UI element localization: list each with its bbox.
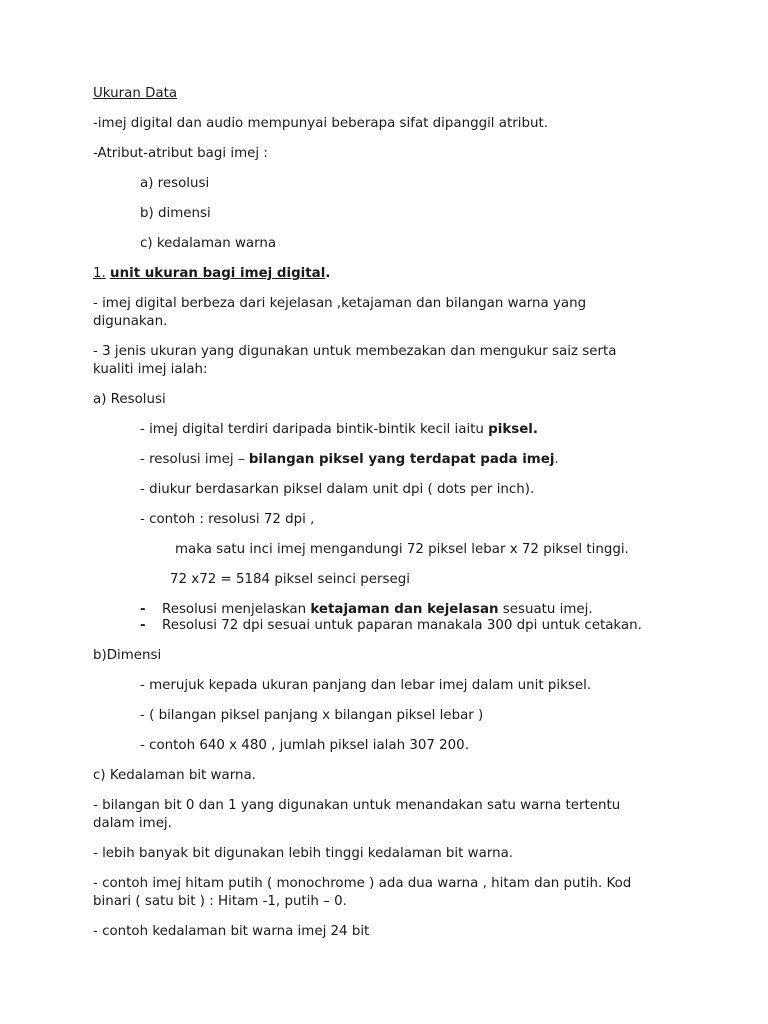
section-1-title: unit ukuran bagi imej digital <box>110 266 326 281</box>
kedalaman-paragraph-3-line-1: - contoh imej hitam putih ( monochrome ) ada dua warna , hitam dan putih. Kod <box>93 876 632 891</box>
resolusi-bullet-2-end: . <box>554 452 559 467</box>
kedalaman-paragraph-2: - lebih banyak bit digunakan lebih tinggi kedalaman bit warna. <box>93 846 514 861</box>
kedalaman-paragraph-1-line-1: - bilangan bit 0 dan 1 yang digunakan untuk menandakan satu warna tertentu <box>93 798 621 813</box>
dimensi-heading: b)Dimensi <box>93 648 162 663</box>
dash-bullet-2-marker: - <box>140 618 146 633</box>
attribute-item-kedalaman: c) kedalaman warna <box>140 236 277 251</box>
resolusi-bullet-2-text: - resolusi imej – <box>140 452 249 467</box>
section-1-paragraph-1-line-2: digunakan. <box>93 314 168 329</box>
resolusi-heading: a) Resolusi <box>93 392 166 407</box>
dash-bullet-1-bold: ketajaman dan kejelasan <box>310 602 499 617</box>
dash-bullet-1-end: sesuatu imej. <box>498 602 593 617</box>
dash-bullet-2: Resolusi 72 dpi sesuai untuk paparan manakala 300 dpi untuk cetakan. <box>162 618 642 633</box>
resolusi-bullet-1-text: - imej digital terdiri daripada bintik-bintik kecil iaitu <box>140 422 489 437</box>
section-1-paragraph-1-line-1: - imej digital berbeza dari kejelasan ,ketajaman dan bilangan warna yang <box>93 296 587 311</box>
document-title: Ukuran Data <box>93 86 178 101</box>
attribute-item-dimensi: b) dimensi <box>140 206 211 221</box>
dash-bullet-1-text: Resolusi menjelaskan <box>162 602 311 617</box>
kedalaman-heading: c) Kedalaman bit warna. <box>93 768 256 783</box>
section-1-paragraph-2-line-2: kualiti imej ialah: <box>93 362 208 377</box>
resolusi-bullet-3: - diukur berdasarkan piksel dalam unit dpi ( dots per inch). <box>140 482 535 497</box>
dash-bullet-1-marker: - <box>140 602 146 617</box>
kedalaman-paragraph-1-line-2: dalam imej. <box>93 816 172 831</box>
dimensi-bullet-2: - ( bilangan piksel panjang x bilangan piksel lebar ) <box>140 708 484 723</box>
section-1-heading <box>93 265 330 283</box>
dimensi-bullet-1: - merujuk kepada ukuran panjang dan lebar imej dalam unit piksel. <box>140 678 592 693</box>
resolusi-bullet-2 <box>140 451 559 469</box>
section-1-number: 1. <box>93 266 106 281</box>
resolusi-bullet-1 <box>140 421 538 439</box>
section-1-period: . <box>325 266 331 281</box>
intro-paragraph-1: -imej digital dan audio mempunyai beberapa sifat dipanggil atribut. <box>93 116 548 131</box>
intro-paragraph-2: -Atribut-atribut bagi imej : <box>93 146 268 161</box>
resolusi-bullet-1-bold: piksel. <box>488 422 538 437</box>
attribute-item-resolusi: a) resolusi <box>140 176 210 191</box>
resolusi-bullet-4: - contoh : resolusi 72 dpi , <box>140 512 315 527</box>
dimensi-bullet-3: - contoh 640 x 480 , jumlah piksel ialah 307 200. <box>140 738 469 753</box>
kedalaman-paragraph-3-line-2: binari ( satu bit ) : Hitam -1, putih – 0. <box>93 894 347 909</box>
resolusi-example-line-2: 72 x72 = 5184 piksel seinci persegi <box>170 572 410 587</box>
resolusi-example-line-1: maka satu inci imej mengandungi 72 piksel lebar x 72 piksel tinggi. <box>175 542 629 557</box>
section-1-paragraph-2-line-1: - 3 jenis ukuran yang digunakan untuk membezakan dan mengukur saiz serta <box>93 344 617 359</box>
kedalaman-paragraph-4: - contoh kedalaman bit warna imej 24 bit <box>93 924 370 939</box>
resolusi-bullet-2-bold: bilangan piksel yang terdapat pada imej <box>248 452 555 467</box>
